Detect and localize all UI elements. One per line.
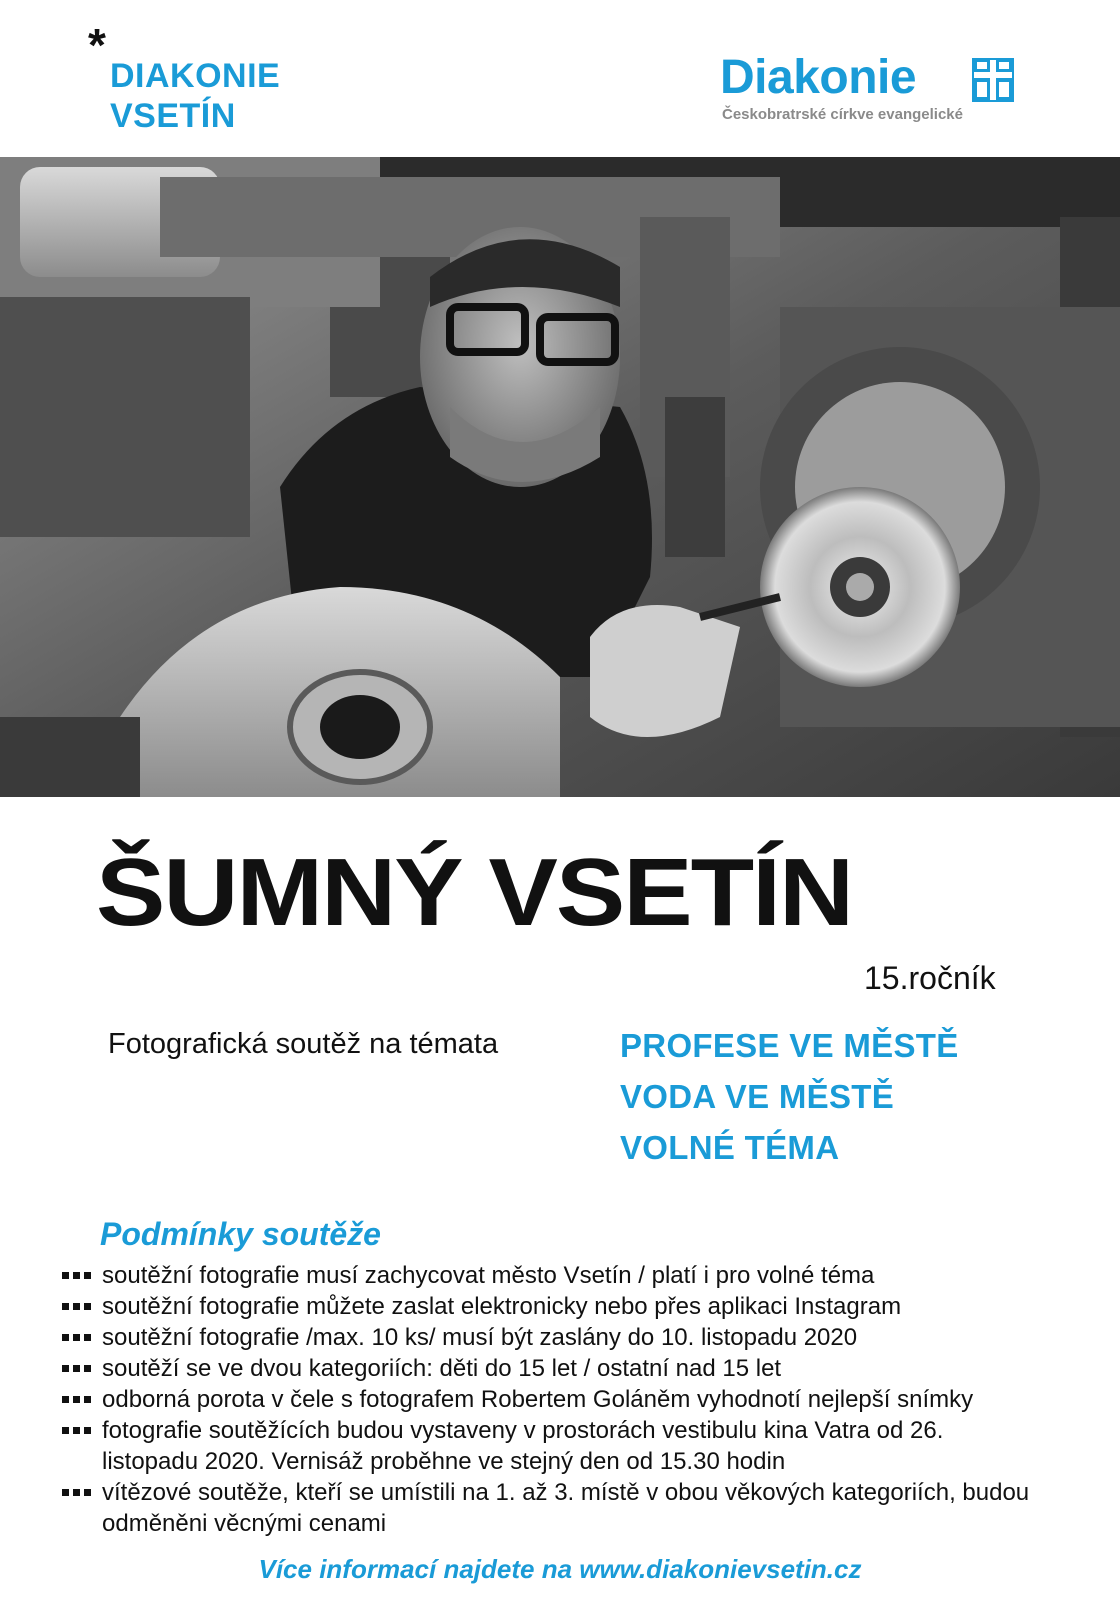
list-item-text: soutěží se ve dvou kategoriích: děti do 15 let / ostatní nad 15 let bbox=[102, 1355, 782, 1382]
theme-voda: VODA VE MĚSTĚ bbox=[620, 1078, 895, 1115]
logo-right-subtitle: Českobratrské církve evangelické bbox=[722, 106, 963, 123]
theme-volne: VOLNÉ TÉMA bbox=[620, 1129, 840, 1166]
bullet-icon bbox=[62, 1334, 92, 1341]
conditions-heading: Podmínky soutěže bbox=[100, 1216, 381, 1252]
list-item bbox=[62, 1291, 1092, 1322]
footer-info-link[interactable]: Více informací najdete na www.diakonievsetin.cz bbox=[258, 1554, 862, 1584]
diakonie-cce-logo bbox=[720, 52, 1030, 132]
list-item bbox=[62, 1384, 1092, 1415]
logo-left-line1: DIAKONIE bbox=[110, 57, 281, 95]
bullet-icon bbox=[62, 1303, 92, 1310]
logo-asterisk: * bbox=[88, 19, 106, 71]
list-item bbox=[62, 1260, 1092, 1291]
diakonie-vsetin-logo bbox=[88, 19, 318, 135]
logo-left-line2: VSETÍN bbox=[110, 97, 236, 135]
list-item bbox=[62, 1322, 1092, 1353]
bullet-icon bbox=[62, 1272, 92, 1279]
list-item bbox=[62, 1353, 1092, 1384]
logo-right-wordmark: Diakonie bbox=[720, 51, 917, 104]
edition-label: 15.ročník bbox=[864, 960, 996, 996]
bullet-icon bbox=[62, 1427, 92, 1434]
list-item-text: vítězové soutěže, kteří se umístili na 1. až 3. místě v obou věkových kategoriích, budou odměněni věcnými cenami bbox=[102, 1479, 1030, 1537]
page-title: ŠUMNÝ VSETÍN bbox=[96, 839, 853, 946]
list-item-text: soutěžní fotografie můžete zaslat elektronicky nebo přes aplikaci Instagram bbox=[102, 1293, 902, 1320]
list-item bbox=[62, 1415, 1002, 1477]
diakonie-cross-icon bbox=[972, 58, 1014, 102]
workshop-photo-illustration bbox=[0, 157, 1120, 797]
list-item-text: odborná porota v čele s fotografem Robertem Goláněm vyhodnotí nejlepší snímky bbox=[102, 1386, 974, 1413]
bullet-icon bbox=[62, 1365, 92, 1372]
list-item-text: fotografie soutěžících budou vystaveny v prostorách vestibulu kina Vatra od 26. listopadu 2020. Vernisáž proběhne ve stejný den od 15.30 hodin bbox=[102, 1417, 944, 1475]
list-item bbox=[62, 1477, 1102, 1539]
bullet-icon bbox=[62, 1396, 92, 1403]
contest-lead: Fotografická soutěž na témata bbox=[108, 1028, 499, 1060]
list-item-text: soutěžní fotografie musí zachycovat město Vsetín / platí i pro volné téma bbox=[102, 1262, 875, 1289]
bullet-icon bbox=[62, 1489, 92, 1496]
hero-photo bbox=[0, 157, 1120, 797]
theme-profese: PROFESE VE MĚSTĚ bbox=[620, 1027, 959, 1064]
list-item-text: soutěžní fotografie /max. 10 ks/ musí být zaslány do 10. listopadu 2020 bbox=[102, 1324, 858, 1351]
conditions-list bbox=[62, 1260, 1092, 1539]
